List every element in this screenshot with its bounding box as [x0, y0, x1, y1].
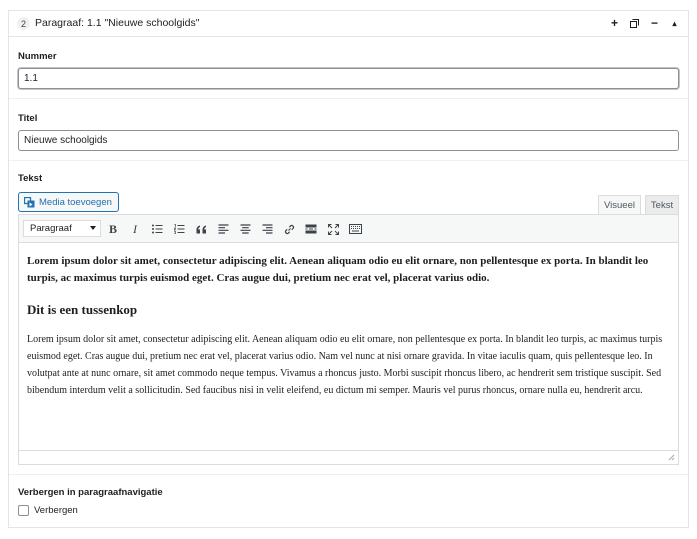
hide-nav-checkbox-label: Verbergen	[34, 505, 78, 516]
divider	[9, 474, 688, 475]
align-left-button[interactable]	[215, 221, 231, 237]
duplicate-button[interactable]	[629, 16, 640, 30]
add-media-button[interactable]	[18, 192, 119, 212]
insert-link-button[interactable]	[281, 221, 297, 237]
align-left-icon	[218, 224, 229, 234]
bold-button[interactable]: B	[108, 221, 117, 236]
nummer-input[interactable]	[18, 68, 679, 89]
editor-statusbar	[19, 450, 678, 464]
hide-nav-checkbox-row[interactable]	[18, 505, 78, 516]
chevron-down-icon	[90, 226, 96, 230]
italic-button[interactable]: I	[133, 221, 137, 236]
tekst-label: Tekst	[18, 173, 43, 184]
field-nummer	[9, 38, 688, 99]
link-icon	[284, 224, 295, 235]
editor-toolbar	[19, 215, 678, 243]
tab-visual[interactable]: Visueel	[598, 195, 641, 215]
keyboard-icon	[349, 224, 362, 234]
panel-title: Paragraaf: 1.1 "Nieuwe schoolgids"	[35, 17, 200, 29]
panel-header[interactable]	[9, 11, 688, 37]
body-paragraph: Lorem ipsum dolor sit amet, consectetur adipiscing elit. Aenean aliquam odio eu elit ornare, non pellentesque ex porta. In blandit leo turpis, ac maximus turpis euismod eget. Cras augue dui, pretium nec erat vel, placerat varius odio. Nam vel nunc at nisi ornare gravida. In vitae iaculis quam, quis pellentesque leo. In volutpat ante at nunc ornare, sit amet commodo neque tempus. Vivamus a rhoncus justo. Morbi suscipit rhoncus libero, ac hendrerit sem tristique suscipit. Sed bibendum interdum velit a sollicitudin. Sed faucibus nisi in velit eleifend, eu dictum mi semper. Mauris vel purus rhoncus, ornare nulla eu, hendrerit arcu.	[27, 334, 663, 396]
titel-label: Titel	[18, 113, 38, 124]
hide-nav-checkbox[interactable]	[18, 505, 29, 516]
align-right-icon	[262, 224, 273, 234]
duplicate-icon	[630, 19, 639, 28]
align-right-button[interactable]	[259, 221, 275, 237]
content-subheading: Dit is een tussenkop	[27, 302, 138, 317]
fullscreen-icon	[328, 224, 339, 235]
numbered-list-button[interactable]	[171, 221, 187, 237]
hide-nav-label: Verbergen in paragraafnavigatie	[18, 487, 163, 498]
bullet-list-icon	[152, 224, 163, 234]
field-titel	[9, 100, 688, 161]
nummer-label: Nummer	[18, 51, 57, 62]
align-center-button[interactable]	[237, 221, 253, 237]
fullscreen-button[interactable]	[325, 221, 341, 237]
titel-input[interactable]	[18, 130, 679, 151]
header-actions	[609, 16, 680, 30]
paragraph-index-badge: 2	[17, 17, 30, 30]
toolbar-toggle-button[interactable]	[347, 221, 363, 237]
blockquote-button[interactable]	[193, 221, 209, 237]
format-select[interactable]	[23, 220, 101, 237]
editor-content[interactable]	[27, 253, 673, 399]
resize-grip-icon[interactable]	[667, 453, 675, 461]
add-row-button[interactable]: +	[610, 16, 618, 30]
read-more-button[interactable]	[303, 221, 319, 237]
tab-text[interactable]: Tekst	[645, 195, 679, 215]
intro-paragraph: Lorem ipsum dolor sit amet, consectetur adipiscing elit. Aenean aliquam odio eu elit ornare, non pellentesque ex porta. In blandit leo turpis, ac maximus turpis euismod eget. Cras augue dui, pretium nec erat vel, placerat varius odio.	[27, 255, 649, 284]
numbered-list-icon	[174, 224, 185, 234]
add-media-label: Media toevoegen	[39, 196, 112, 208]
align-center-icon	[240, 224, 251, 234]
bullet-list-button[interactable]	[149, 221, 165, 237]
collapse-button[interactable]: ▴	[672, 18, 677, 28]
media-icon	[24, 197, 35, 208]
wysiwyg-editor	[18, 214, 679, 465]
read-more-icon	[305, 224, 317, 234]
format-select-value: Paragraaf	[30, 223, 72, 234]
remove-row-button[interactable]: −	[650, 16, 658, 30]
paragraph-panel	[8, 10, 689, 528]
quote-icon	[196, 225, 207, 234]
